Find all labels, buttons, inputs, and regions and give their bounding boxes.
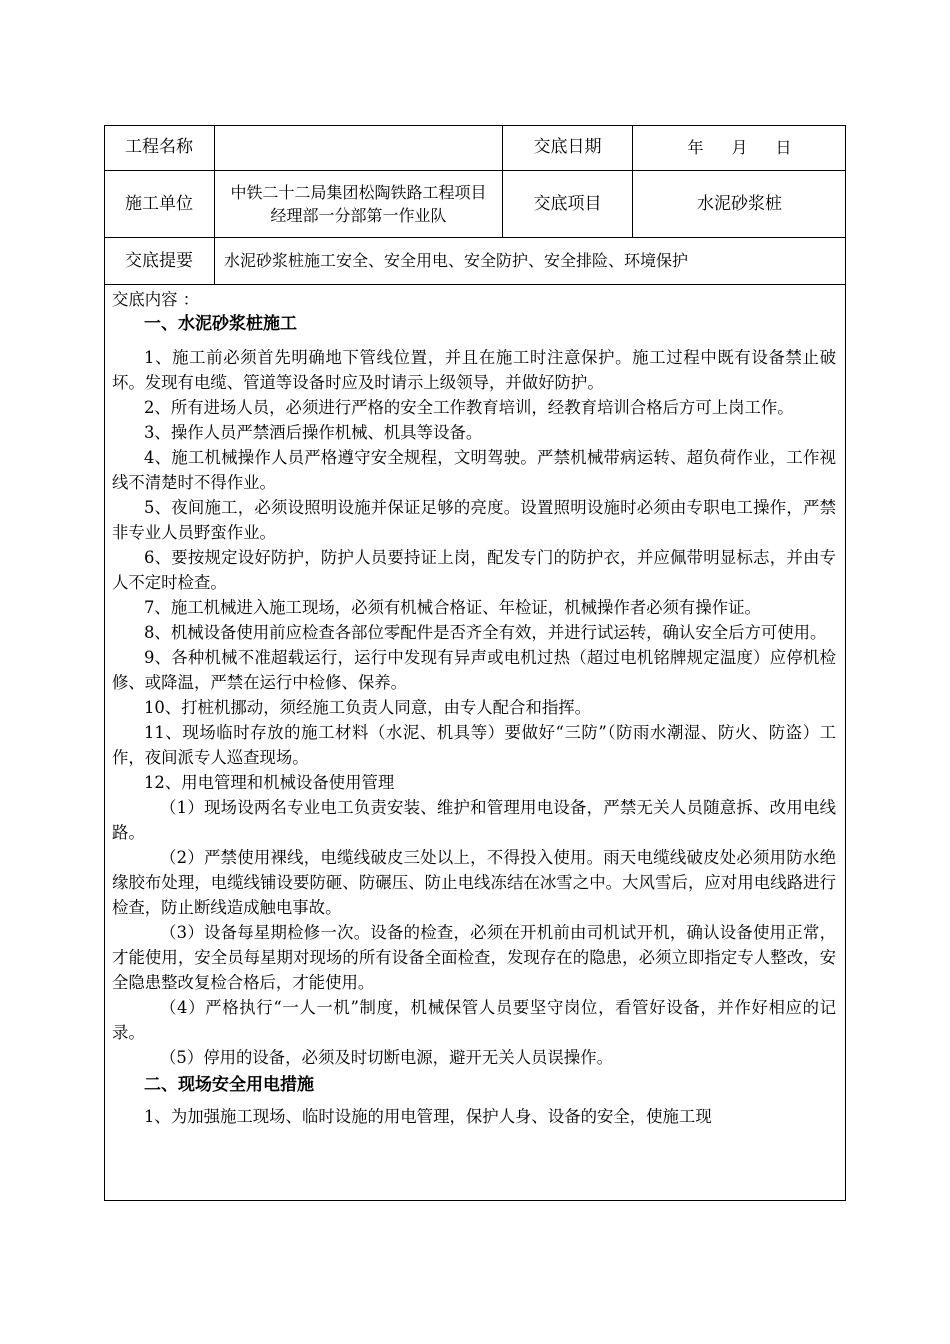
list-item: 11、现场临时存放的施工材料（水泥、机具等）要做好“三防”（防雨水潮湿、防火、防盗）工作，夜间派专人巡查现场。: [112, 723, 836, 767]
date-year: 年: [687, 137, 704, 157]
list-item: 5、夜间施工，必须设照明设施并保证足够的亮度。设置照明设施时必须由专职电工操作，严禁非专业人员野蛮作业。: [112, 498, 836, 542]
section2-title: 二、现场安全用电措施: [144, 1075, 314, 1095]
list-item: 7、施工机械进入施工现场，必须有机械合格证、年检证，机械操作者必须有操作证。: [144, 598, 761, 617]
sub-item: （4）严格执行“一人一机”制度，机械保管人员要坚守岗位，看管好设备，并作好相应的记录。: [112, 998, 836, 1042]
item-value: 水泥砂浆桩: [697, 193, 782, 214]
date-value: [633, 125, 846, 170]
list-item: 2、所有进场人员，必须进行严格的安全工作教育培训，经教育培训合格后方可上岗工作。: [144, 398, 794, 417]
sub-item: （5）停用的设备，必须及时切断电源，避开无关人员误操作。: [160, 1048, 613, 1067]
list-item: 8、机械设备使用前应检查各部位零配件是否齐全有效，并进行试运转，确认安全后方可使用。: [144, 623, 827, 642]
unit-value: [215, 171, 502, 237]
list-item: 9、各种机械不准超载运行，运行中发现有异声或电机过热（超过电机铭牌规定温度）应停机检修、或降温，严禁在运行中检修、保养。: [112, 648, 836, 692]
list-item: 6、要按规定设好防护，防护人员要持证上岗，配发专门的防护衣，并应佩带明显标志，并由专人不定时检查。: [112, 548, 836, 592]
list-item: 3、操作人员严禁酒后操作机械、机具等设备。: [144, 423, 483, 442]
list-item: 4、施工机械操作人员严格遵守安全规程，文明驾驶。严禁机械带病运转、超负荷作业，工作视线不清楚时不得作业。: [112, 448, 836, 492]
list-item: 1、施工前必须首先明确地下管线位置，并且在施工时注意保护。施工过程中既有设备禁止破坏。发现有电缆、管道等设备时应及时请示上级领导，并做好防护。: [112, 348, 836, 392]
row-divider: [104, 284, 846, 285]
disclosure-content: [112, 287, 836, 1129]
date-month: 月: [731, 137, 748, 157]
content-intro: 交底内容 ：: [112, 290, 200, 309]
summary-label: 交底提要: [125, 250, 193, 271]
sub-item: （3）设备每星期检修一次。设备的检查，必须在开机前由司机试开机，确认设备使用正常，才能使用，安全员每星期对现场的所有设备全面检查，发现存在的隐患，必须立即指定专人整改，安全隐患整改复检合格后，才能使用。: [112, 923, 836, 992]
unit-value-line1: 中铁二十二局集团松陶铁路工程项目: [230, 182, 487, 202]
project-name-value: [215, 125, 502, 170]
sub-item: （1）现场设两名专业电工负责安装、维护和管理用电设备，严禁无关人员随意拆、改用电线路。: [112, 798, 836, 842]
unit-value-line2: 经理部一分部第一作业队: [270, 206, 447, 225]
item-label: 交底项目: [533, 193, 602, 214]
list-item: 1、为加强施工现场、临时设施的用电管理，保护人身、设备的安全，使施工现: [144, 1107, 712, 1126]
summary-value: 水泥砂浆桩施工安全、安全用电、安全防护、安全排险、环境保护: [224, 251, 689, 271]
unit-label: 施工单位: [125, 193, 193, 214]
list-item: 10、打桩机挪动，须经施工负责人同意，由专人配合和指挥。: [144, 698, 592, 717]
date-label: 交底日期: [533, 137, 602, 158]
list-item: 12、用电管理和机械设备使用管理: [144, 773, 395, 792]
section1-title: 一、水泥砂浆桩施工: [144, 314, 297, 334]
date-day: 日: [775, 137, 792, 157]
sub-item: （2）严禁使用裸线，电缆线破皮三处以上，不得投入使用。雨天电缆线破皮处必须用防水绝缘胶布处理，电缆线铺设要防砸、防碾压、防止电线冻结在冰雪之中。大风雪后，应对用电线路进行检查，防止断线造成触电事故。: [112, 848, 836, 917]
project-name-label: 工程名称: [125, 137, 193, 158]
